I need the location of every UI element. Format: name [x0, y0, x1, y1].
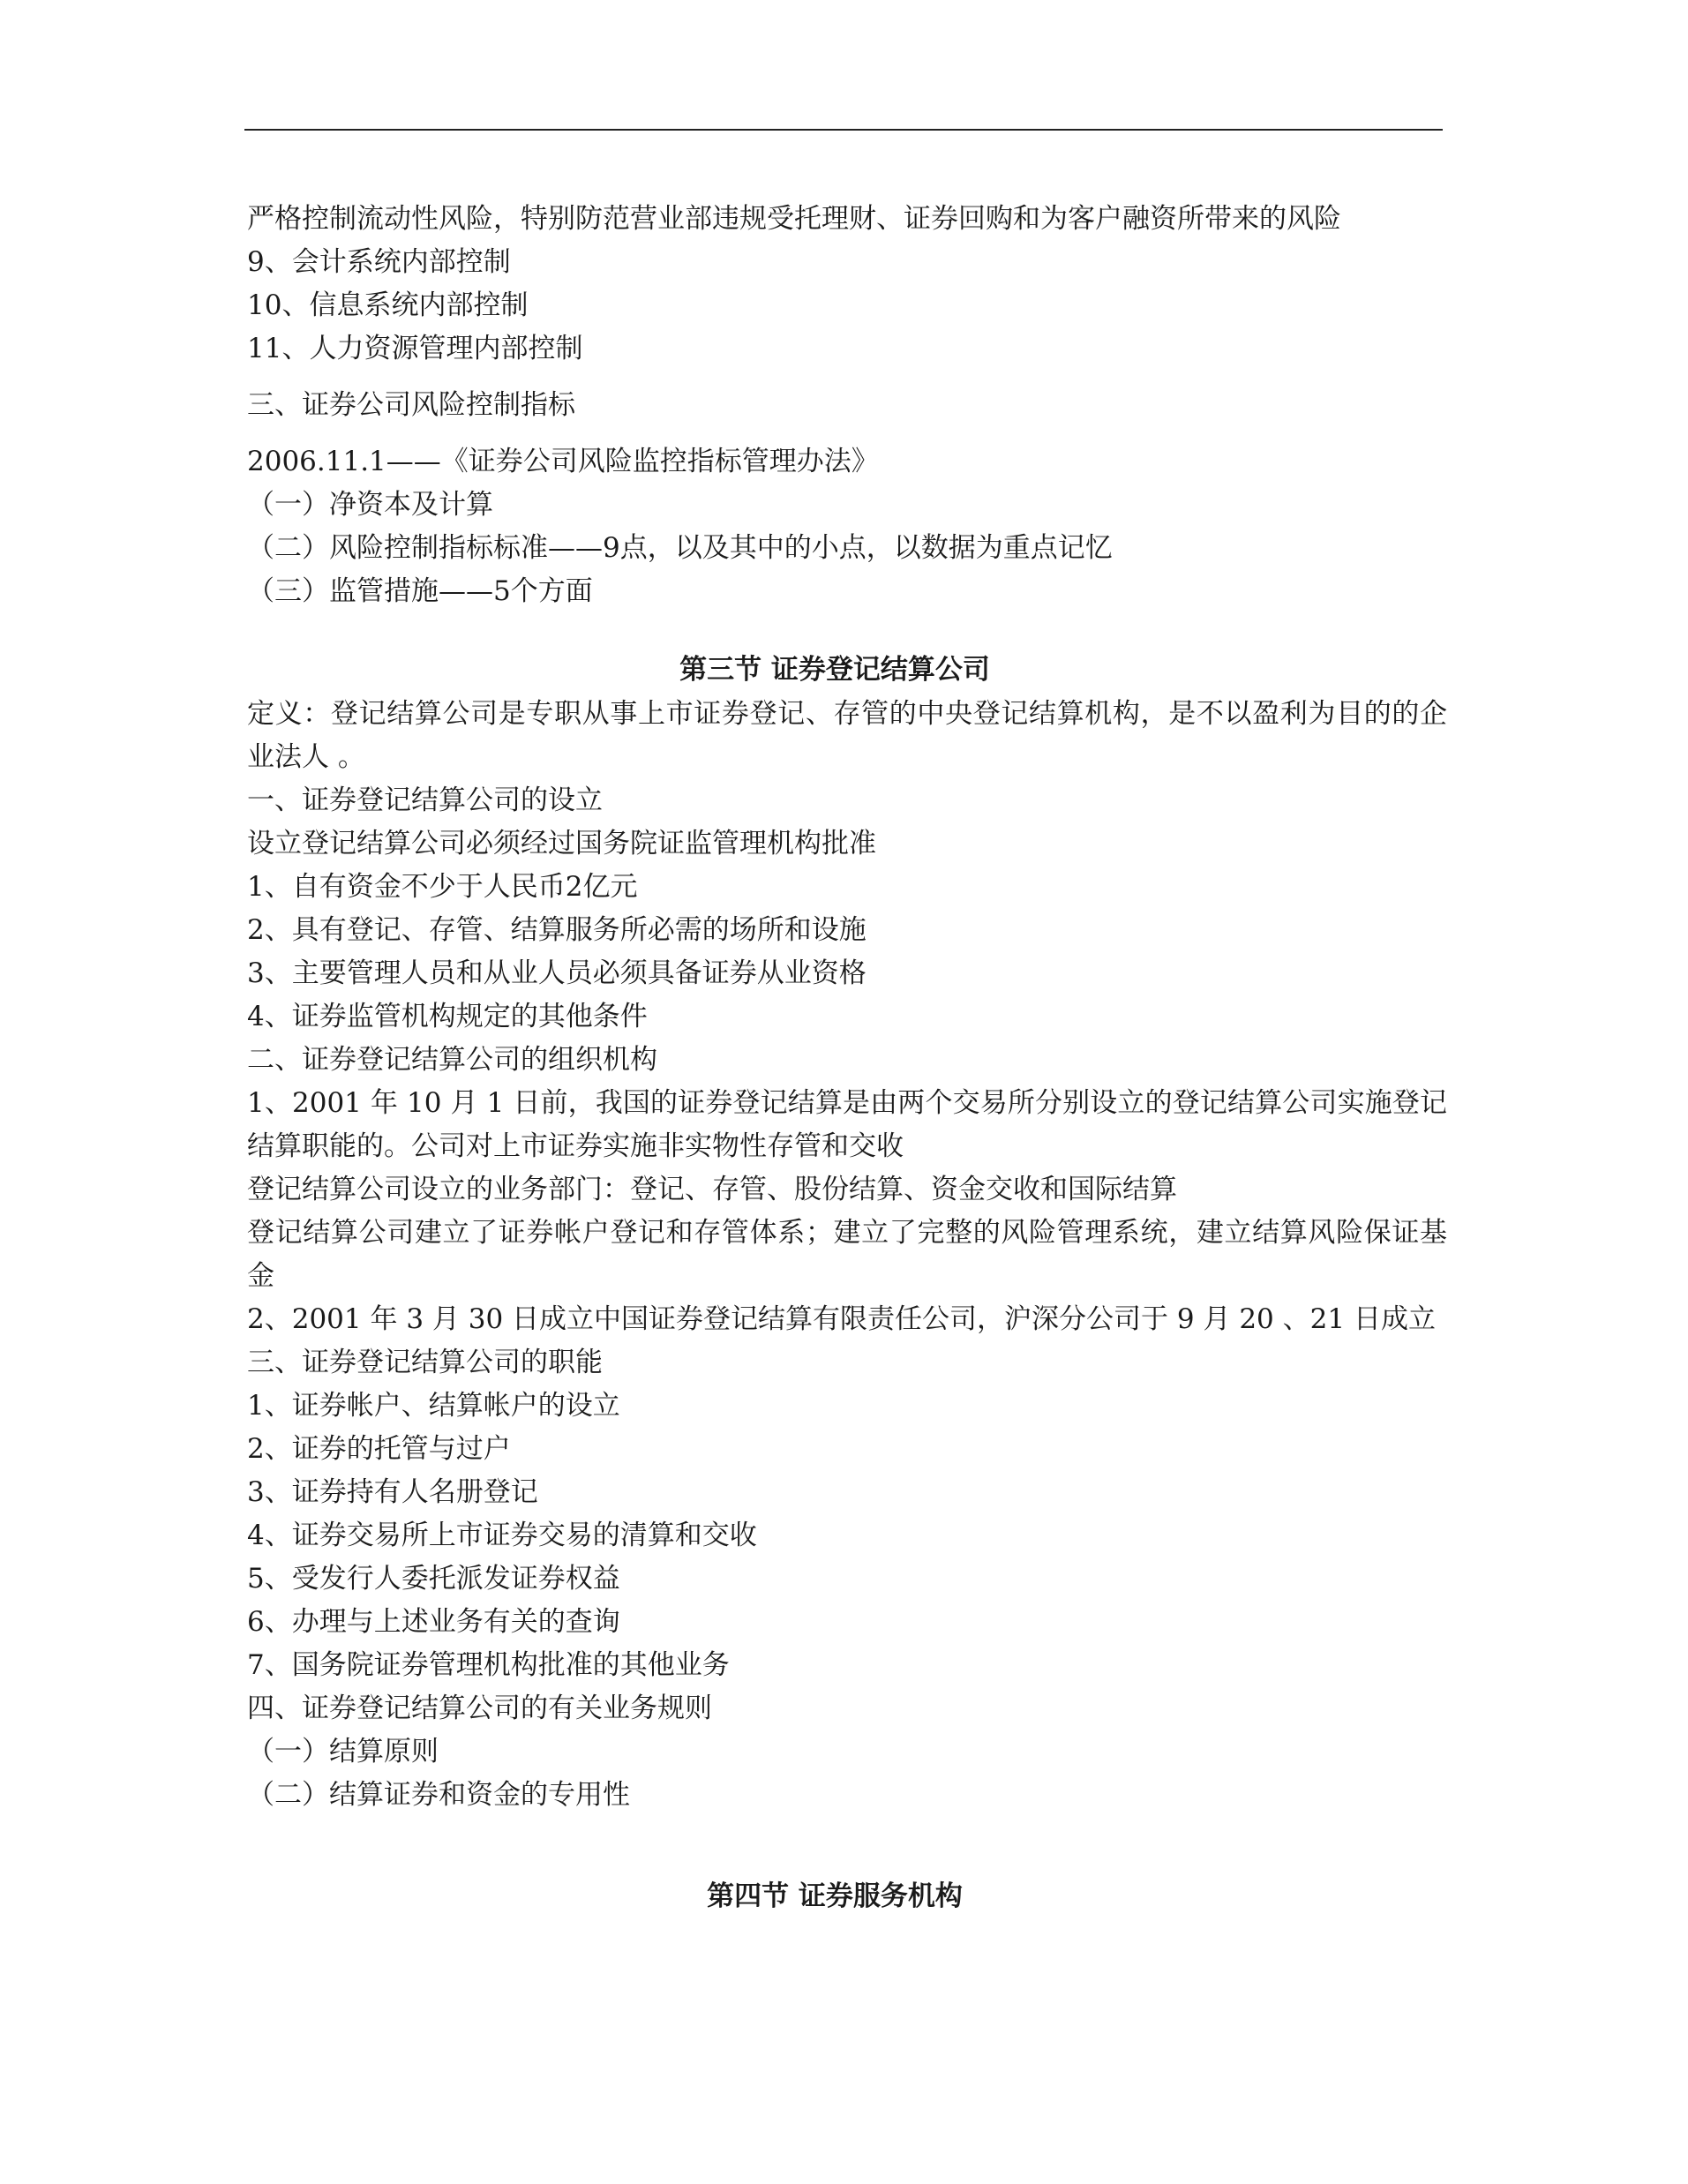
text-line: 3、证券持有人名册登记 [247, 1476, 538, 1508]
text-line: 1、自有资金不少于人民币2亿元 [247, 871, 638, 903]
section-subtitle: 三、证券公司风险控制指标 [247, 389, 575, 421]
text-line: 2、证券的托管与过户 [247, 1433, 511, 1465]
text-line: 11、人力资源管理内部控制 [247, 333, 583, 364]
document-body [247, 198, 1447, 1919]
paragraph: 登记结算公司建立了证券帐户登记和存管体系；建立了完整的风险管理系统，建立结算风险保证基金 [247, 1217, 1447, 1292]
text-line: （二）风险控制指标标准——9点，以及其中的小点，以数据为重点记忆 [247, 532, 1113, 564]
text-line: （一）结算原则 [247, 1736, 439, 1767]
text-line: 三、证券登记结算公司的职能 [247, 1347, 603, 1378]
text-line: 4、证券交易所上市证券交易的清算和交收 [247, 1520, 757, 1551]
header-rule [244, 129, 1443, 131]
text-line: 1、证券帐户、结算帐户的设立 [247, 1390, 620, 1422]
text-line: 一、证券登记结算公司的设立 [247, 784, 603, 816]
text-line: （一）净资本及计算 [247, 489, 493, 521]
text-line: 7、国务院证券管理机构批准的其他业务 [247, 1649, 730, 1681]
definition-paragraph: 定义：登记结算公司是专职从事上市证券登记、存管的中央登记结算机构，是不以盈利为目的的企业法人 。 [247, 698, 1447, 773]
paragraph: 2、2001 年 3 月 30 日成立中国证券登记结算有限责任公司，沪深分公司于 9 月 20 、21 日成立 [247, 1303, 1436, 1335]
text-line: 登记结算公司设立的业务部门：登记、存管、股份结算、资金交收和国际结算 [247, 1174, 1177, 1205]
text-line: 4、证券监管机构规定的其他条件 [247, 1001, 648, 1032]
text-line: 二、证券登记结算公司的组织机构 [247, 1044, 657, 1076]
text-line: 5、受发行人委托派发证券权益 [247, 1563, 620, 1595]
section-heading: 第三节 证券登记结算公司 [679, 654, 990, 686]
text-line: 设立登记结算公司必须经过国务院证监管理机构批准 [247, 828, 876, 859]
text-line: 严格控制流动性风险，特别防范营业部违规受托理财、证券回购和为客户融资所带来的风险 [247, 203, 1341, 235]
text-line: （三）监管措施——5个方面 [247, 575, 593, 607]
text-line: （二）结算证券和资金的专用性 [247, 1779, 630, 1811]
text-line: 3、主要管理人员和从业人员必须具备证券从业资格 [247, 957, 867, 989]
text-line: 10、信息系统内部控制 [247, 289, 529, 321]
text-line: 9、会计系统内部控制 [247, 246, 511, 278]
text-line: 2006.11.1——《证券公司风险监控指标管理办法》 [247, 446, 879, 477]
section-heading: 第四节 证券服务机构 [707, 1880, 963, 1912]
paragraph: 1、2001 年 10 月 1 日前，我国的证券登记结算是由两个交易所分别设立的登记结算公司实施登记结算职能的。公司对上市证券实施非实物性存管和交收 [247, 1087, 1447, 1162]
text-line: 四、证券登记结算公司的有关业务规则 [247, 1692, 712, 1724]
text-line: 2、具有登记、存管、结算服务所必需的场所和设施 [247, 914, 867, 946]
text-line: 6、办理与上述业务有关的查询 [247, 1606, 620, 1638]
